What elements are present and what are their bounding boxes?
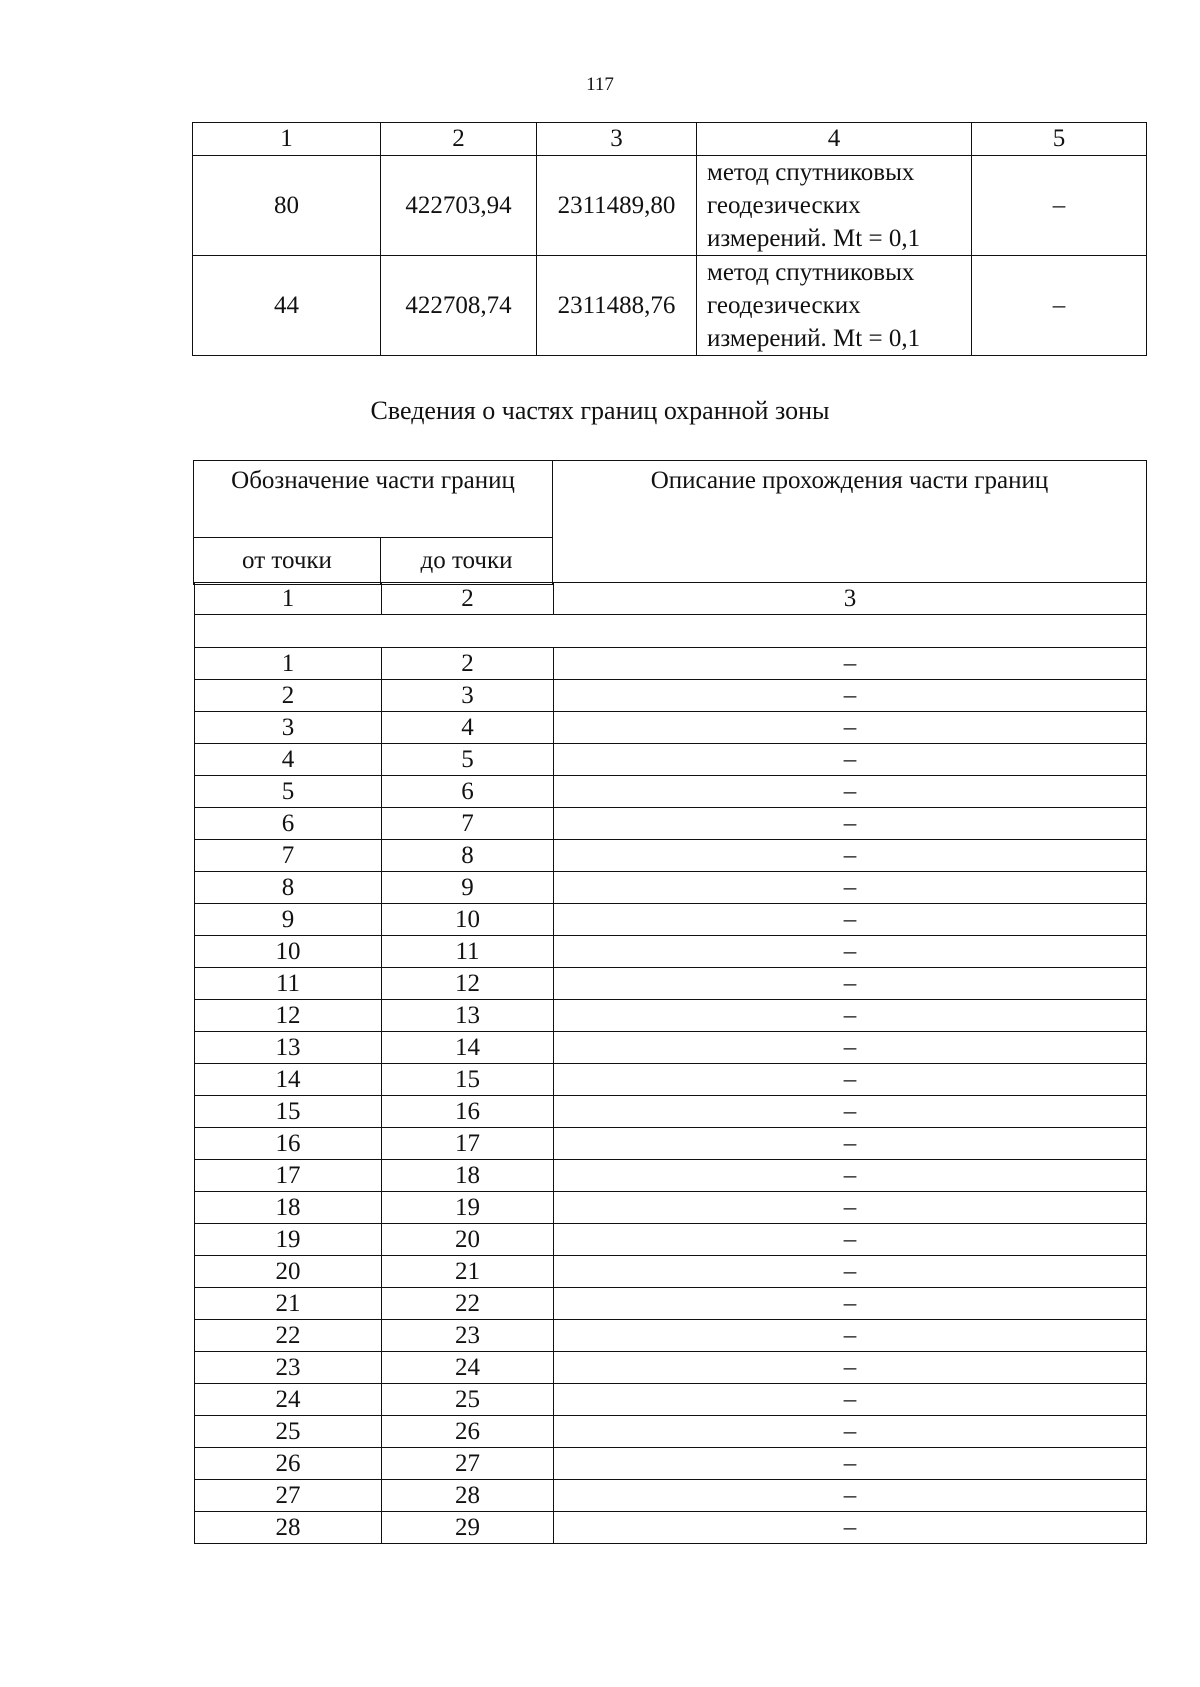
table-row: [195, 808, 1147, 840]
part-description: –: [554, 1096, 1147, 1128]
from-point: 17: [195, 1160, 382, 1192]
point-number: 44: [193, 256, 381, 356]
part-description: –: [554, 1320, 1147, 1352]
table-row: [195, 1192, 1147, 1224]
coordinates-table: [192, 122, 1147, 356]
to-point: 19: [382, 1192, 554, 1224]
to-point: 15: [382, 1064, 554, 1096]
from-point: 19: [195, 1224, 382, 1256]
table-row: [195, 648, 1147, 680]
part-description: –: [554, 1416, 1147, 1448]
point-number: 80: [193, 156, 381, 256]
point-note: –: [972, 256, 1147, 356]
part-description: –: [554, 1160, 1147, 1192]
table-row: [195, 744, 1147, 776]
to-point: 24: [382, 1352, 554, 1384]
from-point: 26: [195, 1448, 382, 1480]
coordinate-y: 2311489,80: [537, 156, 697, 256]
from-point: 2: [195, 680, 382, 712]
table-row: [195, 1000, 1147, 1032]
to-point: 7: [382, 808, 554, 840]
from-point: 7: [195, 840, 382, 872]
part-description: –: [554, 776, 1147, 808]
table-row: [195, 1128, 1147, 1160]
part-description: –: [554, 872, 1147, 904]
to-point: 4: [382, 712, 554, 744]
to-point: 25: [382, 1384, 554, 1416]
from-point: 9: [195, 904, 382, 936]
to-point: 9: [382, 872, 554, 904]
to-point: 22: [382, 1288, 554, 1320]
method-line: метод спутниковых: [707, 259, 915, 286]
method-line: геодезических: [707, 192, 861, 219]
to-point: 2: [382, 648, 554, 680]
coordinates-row: [193, 256, 1147, 356]
section-title: Сведения о частях границ охранной зоны: [370, 396, 830, 425]
coordinates-header-cell: 1: [193, 123, 381, 156]
from-point: 6: [195, 808, 382, 840]
table-row: [195, 1096, 1147, 1128]
measurement-method: [697, 256, 972, 356]
from-point: 3: [195, 712, 382, 744]
to-point: 18: [382, 1160, 554, 1192]
from-point: 22: [195, 1320, 382, 1352]
table-row: [195, 1224, 1147, 1256]
part-description: –: [554, 1288, 1147, 1320]
to-point: 29: [382, 1512, 554, 1544]
table-row: [195, 1064, 1147, 1096]
from-point: 4: [195, 744, 382, 776]
designation-header: Обозначение части границ: [194, 461, 553, 538]
from-point-header: от точки: [194, 538, 381, 585]
from-point: 25: [195, 1416, 382, 1448]
table-row: [195, 1512, 1147, 1544]
method-line: измерений. Mt = 0,1: [707, 225, 921, 252]
part-description: –: [554, 1000, 1147, 1032]
to-point: 21: [382, 1256, 554, 1288]
part-description: –: [554, 712, 1147, 744]
from-point: 23: [195, 1352, 382, 1384]
part-description: –: [554, 1512, 1147, 1544]
to-point: 13: [382, 1000, 554, 1032]
parts-header-row: [194, 461, 1147, 538]
from-point: 20: [195, 1256, 382, 1288]
to-point: 11: [382, 936, 554, 968]
table-row: [195, 936, 1147, 968]
measurement-method: [697, 156, 972, 256]
from-point: 11: [195, 968, 382, 1000]
table-row: [195, 1160, 1147, 1192]
to-point: 5: [382, 744, 554, 776]
table-row: [195, 1032, 1147, 1064]
table-row: [195, 1320, 1147, 1352]
coordinates-header-cell: 5: [972, 123, 1147, 156]
method-line: измерений. Mt = 0,1: [707, 325, 921, 352]
parts-header-table: [193, 460, 1147, 585]
table-row: [195, 680, 1147, 712]
point-note: –: [972, 156, 1147, 256]
part-description: –: [554, 968, 1147, 1000]
description-header: Описание прохождения части границ: [553, 461, 1147, 585]
to-point: 26: [382, 1416, 554, 1448]
column-number: 1: [195, 583, 382, 615]
part-description: –: [554, 1032, 1147, 1064]
to-point-header: до точки: [381, 538, 553, 585]
to-point: 8: [382, 840, 554, 872]
from-point: 1: [195, 648, 382, 680]
part-description: –: [554, 1480, 1147, 1512]
table-row: [195, 1256, 1147, 1288]
part-description: –: [554, 1192, 1147, 1224]
part-description: –: [554, 1256, 1147, 1288]
from-point: 10: [195, 936, 382, 968]
table-row: [195, 712, 1147, 744]
coordinate-y: 2311488,76: [537, 256, 697, 356]
table-row: [195, 904, 1147, 936]
table-row: [195, 1352, 1147, 1384]
blank-row: [195, 615, 1147, 648]
from-point: 28: [195, 1512, 382, 1544]
part-description: –: [554, 1128, 1147, 1160]
part-description: –: [554, 808, 1147, 840]
coordinate-x: 422703,94: [381, 156, 537, 256]
to-point: 6: [382, 776, 554, 808]
to-point: 16: [382, 1096, 554, 1128]
part-description: –: [554, 840, 1147, 872]
table-row: [195, 968, 1147, 1000]
table-row: [195, 872, 1147, 904]
table-row: [195, 1384, 1147, 1416]
part-description: –: [554, 1448, 1147, 1480]
table-row: [195, 1288, 1147, 1320]
coordinates-header-cell: 2: [381, 123, 537, 156]
from-point: 18: [195, 1192, 382, 1224]
coordinates-row: [193, 156, 1147, 256]
column-number-row: [195, 583, 1147, 615]
from-point: 12: [195, 1000, 382, 1032]
to-point: 28: [382, 1480, 554, 1512]
from-point: 27: [195, 1480, 382, 1512]
to-point: 23: [382, 1320, 554, 1352]
part-description: –: [554, 904, 1147, 936]
part-description: –: [554, 1352, 1147, 1384]
table-row: [195, 1416, 1147, 1448]
from-point: 5: [195, 776, 382, 808]
method-line: геодезических: [707, 292, 861, 319]
from-point: 21: [195, 1288, 382, 1320]
coordinates-header-row: [193, 123, 1147, 156]
to-point: 10: [382, 904, 554, 936]
part-description: –: [554, 936, 1147, 968]
coordinate-x: 422708,74: [381, 256, 537, 356]
from-point: 16: [195, 1128, 382, 1160]
blank-cell: [195, 615, 1147, 648]
part-description: –: [554, 1064, 1147, 1096]
table-row: [195, 1480, 1147, 1512]
table-row: [195, 1448, 1147, 1480]
from-point: 8: [195, 872, 382, 904]
coordinates-header-cell: 3: [537, 123, 697, 156]
coordinates-header-cell: 4: [697, 123, 972, 156]
to-point: 14: [382, 1032, 554, 1064]
part-description: –: [554, 1224, 1147, 1256]
from-point: 15: [195, 1096, 382, 1128]
part-description: –: [554, 648, 1147, 680]
parts-table: [194, 582, 1147, 1544]
part-description: –: [554, 680, 1147, 712]
table-row: [195, 776, 1147, 808]
to-point: 17: [382, 1128, 554, 1160]
method-line: метод спутниковых: [707, 159, 915, 186]
to-point: 20: [382, 1224, 554, 1256]
page-number: 117: [586, 74, 614, 95]
from-point: 14: [195, 1064, 382, 1096]
column-number: 3: [554, 583, 1147, 615]
table-row: [195, 840, 1147, 872]
part-description: –: [554, 744, 1147, 776]
column-number: 2: [382, 583, 554, 615]
part-description: –: [554, 1384, 1147, 1416]
from-point: 24: [195, 1384, 382, 1416]
from-point: 13: [195, 1032, 382, 1064]
to-point: 12: [382, 968, 554, 1000]
to-point: 27: [382, 1448, 554, 1480]
to-point: 3: [382, 680, 554, 712]
